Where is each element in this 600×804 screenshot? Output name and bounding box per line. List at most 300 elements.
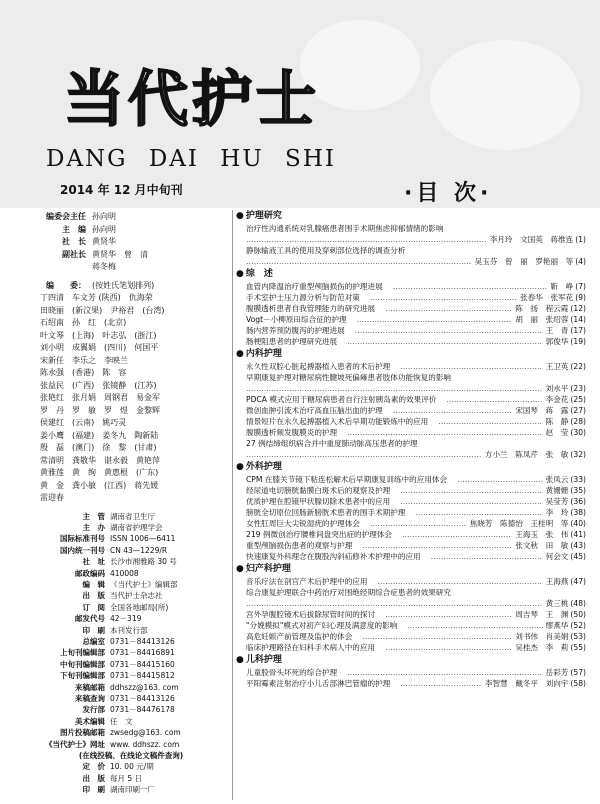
info-row (32, 568, 230, 579)
toc-entry[interactable] (236, 587, 586, 609)
info-value: CN 43—1229/R (110, 545, 168, 555)
dot-leader (347, 314, 513, 325)
toc-entry[interactable] (236, 474, 586, 485)
pricing-value: 每月 5 日 (110, 773, 143, 783)
toc-section-heading (236, 267, 586, 281)
entry-title: 儿童股骨头坏死的综合护理 (246, 668, 338, 677)
toc-entry[interactable] (236, 223, 586, 245)
committee-row: 陈永强 (香港) 陈 容 (40, 368, 127, 377)
committee-label: 编 委： (46, 280, 86, 290)
info-value: 《当代护士》编辑部 (110, 579, 178, 589)
entry-line (236, 518, 586, 529)
staff-value: 蒋冬梅 (92, 262, 116, 271)
info-label: 邮政编码 (75, 568, 105, 578)
info-label: 国内统一刊号 (60, 545, 105, 555)
toc-entry[interactable] (236, 529, 586, 540)
info-label: 来稿查询 (75, 694, 105, 703)
entry-authors: 黄三桃 (545, 599, 569, 608)
cover-header (0, 0, 600, 208)
entry-page: (53) (570, 632, 586, 641)
section-bullet-icon: ● (236, 211, 244, 221)
entry-authors: 周吉琴 王 渊 (515, 610, 569, 619)
entry-authors: 缪燕华 (545, 621, 569, 630)
entry-page: (17) (570, 326, 586, 335)
committee-row: 张艳红 张月娟 周钢君 易金军 (40, 393, 160, 402)
entry-line (236, 551, 586, 562)
info-value: 湖南省卫生厅 (110, 511, 155, 521)
dot-leader (375, 609, 512, 620)
entry-title: 肠梗阻患者的护理研究进展 (246, 337, 338, 346)
entry-authors: 刘水平 (545, 384, 569, 393)
toc-entry[interactable] (236, 551, 586, 562)
entry-page: (41) (570, 530, 586, 539)
dot-leader (390, 496, 542, 507)
info-value: zwsedg@163. com (110, 728, 181, 738)
entry-page: (19) (570, 337, 586, 346)
pricing-info (32, 761, 230, 795)
entry-line (236, 303, 586, 314)
toc-entry[interactable] (236, 485, 586, 496)
dot-leader (397, 620, 542, 631)
info-value: 0731－84476178 (110, 705, 175, 715)
committee-row: 侯建红 (云南) 姚巧灵 (40, 418, 127, 427)
toc-section-heading (236, 653, 586, 667)
staff-row (32, 236, 230, 249)
dot-leader (375, 642, 512, 653)
entry-page: (27) (570, 406, 586, 415)
info-label: 美术编辑 (75, 716, 105, 726)
committee-row: 黄 金 龚小敏 (江西) 蒋先媛 (40, 480, 159, 490)
toc-entry[interactable] (236, 372, 586, 394)
entry-line (236, 314, 586, 325)
toc-entry[interactable] (236, 620, 586, 631)
committee-members (32, 292, 230, 505)
section-title: 内科护理 (245, 349, 282, 359)
info-row (32, 682, 230, 693)
dot-leader (368, 576, 543, 587)
entry-title: 静脉输液工具的使用及穿刺部位选择的调查分析 (246, 246, 406, 255)
staff-label: 社 长 (62, 237, 86, 246)
info-row (32, 590, 230, 601)
entry-line (236, 474, 586, 485)
toc-entry[interactable] (236, 394, 586, 405)
dot-leader (360, 518, 467, 529)
section-title: 护理研究 (245, 211, 282, 221)
entry-line (236, 336, 586, 347)
entry-title: 平阳霉素注射治疗小儿舌部淋巴管瘤的护理 (246, 679, 391, 688)
committee-note: (按姓氏笔划排列) (92, 280, 155, 290)
committee-row: 丁四清 车文芳 (陕西) 仇海荣 (40, 293, 153, 302)
pricing-row (32, 784, 230, 795)
toc-entry[interactable] (236, 438, 586, 460)
entry-authors: 陈 静 (545, 417, 569, 426)
staff-label (32, 261, 92, 274)
entry-title: "分娩模拟"模式对初产妇心理及满意度的影响 (246, 621, 398, 630)
entry-title: 微创血肿引流术治疗高血压脑出血的护理 (246, 406, 383, 415)
entry-page: (28) (570, 417, 586, 426)
info-row (32, 693, 230, 704)
entry-page: (52) (570, 621, 586, 630)
entry-line (236, 642, 586, 653)
entry-title: 肠内营养预防腹泻的护理进展 (246, 326, 345, 335)
toc-entry[interactable] (236, 325, 586, 336)
staff-value: 孙向明 (92, 212, 116, 221)
entry-authors: 张凤云 (545, 475, 569, 484)
entry-page: (35) (570, 486, 586, 495)
info-row (32, 613, 230, 624)
entry-page: (55) (570, 643, 586, 652)
entry-title: 音乐疗法在剖宫产术后护理中的应用 (246, 577, 368, 586)
entry-line (236, 427, 586, 438)
info-label: 出 版 (82, 591, 105, 601)
info-label: 主 管 (82, 511, 105, 521)
info-row (32, 579, 230, 590)
toc-entry[interactable] (236, 518, 586, 529)
entry-page: (43) (570, 541, 586, 550)
entry-leader-line (236, 383, 586, 394)
dot-leader (383, 281, 548, 292)
staff-row (32, 261, 230, 274)
toc-entry[interactable] (236, 361, 586, 372)
entry-title: 综合康复护理联合中药治疗对围绝经期综合症患者的效果研究 (246, 588, 452, 597)
info-row (32, 511, 230, 522)
info-row (32, 704, 230, 715)
staff-row (32, 249, 230, 262)
entry-line (236, 609, 586, 620)
entry-authors: 吴桂杰 李 莉 (515, 643, 569, 652)
dot-leader (236, 256, 472, 267)
masthead-info-column (32, 211, 230, 796)
entry-title: 血管内降温治疗重型颅脑损伤的护理进展 (246, 282, 383, 291)
info-value: 任 文 (110, 716, 133, 726)
info-row (32, 545, 230, 556)
dot-leader (390, 485, 542, 496)
entry-page: (23) (570, 384, 586, 393)
entry-title: 快速康复外科理念在腹股沟斜疝修补术护理中的应用 (246, 552, 421, 561)
dot-leader (337, 427, 543, 438)
info-row (32, 602, 230, 613)
info-value: ISSN 1006—6411 (110, 534, 176, 544)
entry-authors: 郭俊华 (545, 337, 569, 346)
issue-date: 2014 年 12 月中旬刊 (60, 183, 183, 197)
pricing-value: 湖南印刷一厂 (110, 785, 155, 795)
toc-entry[interactable] (236, 642, 586, 653)
entry-title: 高危妊娠产前管理及监护的体会 (246, 632, 353, 641)
dot-leader (447, 474, 543, 485)
entry-authors: 张春华 张军花 (520, 293, 574, 302)
dot-leader (392, 529, 512, 540)
info-row (32, 522, 230, 533)
section-bullet-icon: ● (236, 564, 244, 574)
committee-row: 罗 丹 罗 敏 罗 煜 金黎辉 (40, 405, 160, 415)
section-bullet-icon: ● (236, 462, 244, 472)
section-title: 妇产科护理 (245, 564, 291, 574)
dot-leader (236, 449, 482, 460)
info-value: 0731－84413126 (110, 694, 175, 703)
dot-leader (375, 303, 512, 314)
info-label: 《当代护士》网址 (45, 739, 105, 749)
toc-section-heading (236, 562, 586, 576)
entry-page: (50) (570, 610, 586, 619)
info-value: 长沙市湘雅路 30 号 (110, 557, 177, 567)
journal-title-pinyin: DANG DAI HU SHI (46, 146, 336, 172)
entry-page: (1) (575, 235, 586, 244)
info-label: 邮发代号 (75, 614, 105, 624)
entry-line (236, 496, 586, 507)
section-bullet-icon: ● (236, 349, 244, 359)
entry-line (236, 405, 586, 416)
info-value: 0731－84413126 (110, 636, 175, 646)
entry-title: CPM 在膝关节镜下粘连松解术后早期康复训练中的应用体会 (246, 475, 448, 484)
entry-title: PDCA 模式应用于糖尿病患者自行注射胰岛素的效果评价 (246, 395, 437, 404)
toc-entry[interactable] (236, 540, 586, 551)
entry-authors: 李金花 (545, 395, 569, 404)
entry-leader-line (236, 256, 586, 267)
toc-entry[interactable] (236, 405, 586, 416)
entry-authors: 陈 扬 程云霞 (515, 304, 569, 313)
dot-leader (360, 292, 517, 303)
info-value: 410008 (110, 568, 139, 578)
committee-header (32, 280, 230, 293)
info-label: 发行部 (82, 705, 105, 715)
entry-authors: 李智慧 戴冬平 刘向宇 (484, 679, 569, 688)
entry-page: (45) (570, 552, 586, 561)
toc-entry[interactable] (236, 678, 586, 689)
entry-authors: 李月玲 文国英 蒋维连 (489, 235, 574, 244)
info-row (32, 659, 230, 670)
entry-line (236, 631, 586, 642)
entry-page: (32) (570, 450, 586, 459)
entry-authors: 李 玲 (545, 508, 569, 517)
committee-row: 刘小明 成翼娟 (四川) 何国平 (40, 343, 159, 352)
dot-leader (337, 336, 543, 347)
entry-leader-line (236, 449, 586, 460)
entry-page: (38) (570, 508, 586, 517)
entry-authors: 张文秋 田 敏 (515, 541, 569, 550)
info-value: 42－319 (110, 614, 142, 624)
entry-authors: 王海玉 张 伟 (515, 530, 569, 539)
entry-line (236, 667, 586, 678)
info-row (32, 739, 230, 750)
info-label: 主 办 (82, 522, 105, 532)
entry-line (236, 620, 586, 631)
staff-row (32, 211, 230, 224)
online-note: (在线投稿、在线论文稿件查询) (78, 751, 184, 761)
dot-leader (345, 325, 543, 336)
entry-title: 219 例微创治疗腰椎间盘突出症的护理体会 (246, 530, 392, 539)
entry-page: (30) (570, 428, 586, 437)
info-label: 图片投稿邮箱 (60, 728, 105, 738)
entry-title: 临床护理路径在妇科手术病人中的应用 (246, 643, 376, 652)
entry-authors: 黄姗姗 (545, 486, 569, 495)
entry-line (236, 281, 586, 292)
table-of-contents (236, 209, 586, 689)
entry-title: 优质护理在腔镜甲状腺切除术患者中的应用 (246, 497, 391, 506)
entry-line (236, 325, 586, 336)
entry-authors: 刘书伟 肖美娟 (515, 632, 569, 641)
column-divider (232, 210, 233, 800)
toc-section-heading (236, 347, 586, 361)
entry-line (236, 540, 586, 551)
entry-authors: 胡 丽 张绍蓉 (515, 315, 569, 324)
info-label: 国际标准刊号 (60, 534, 105, 544)
toc-entry[interactable] (236, 281, 586, 292)
dot-leader (390, 361, 542, 372)
info-value: 当代护士杂志社 (110, 591, 163, 601)
entry-authors: 赵 莹 (545, 428, 569, 437)
entry-authors: 吴玉芬 曾 丽 罗艳丽 等 (474, 257, 574, 266)
toc-entry[interactable] (236, 576, 586, 587)
dot-leader (236, 234, 487, 245)
info-label: 印 刷 (82, 625, 105, 635)
entry-line (236, 678, 586, 689)
toc-entry[interactable] (236, 245, 586, 267)
committee-row: 殷 磊 (澳门) 徐 黎 (甘肃) (40, 443, 157, 452)
dot-leader (236, 383, 543, 394)
info-row (32, 625, 230, 636)
toc-entry[interactable] (236, 609, 586, 620)
info-label: 总编室 (82, 636, 105, 646)
entry-page: (33) (570, 475, 586, 484)
toc-entry[interactable] (236, 303, 586, 314)
dot-leader (390, 678, 482, 689)
dot-leader (352, 540, 512, 551)
entry-authors: 焦晓芳 陈德怡 王桂明 等 (469, 519, 569, 528)
background-decoration (430, 40, 580, 150)
entry-page: (12) (570, 304, 586, 313)
info-label: 上旬刊编辑部 (60, 648, 105, 658)
info-row (32, 533, 230, 544)
committee-row: 田晓丽 (新汶果) 尹裕君 (台湾) (40, 305, 165, 315)
toc-entry[interactable] (236, 667, 586, 678)
staff-value: 孙向明 (92, 224, 116, 234)
toc-entry[interactable] (236, 416, 586, 427)
entry-title: 女性肛周巨大尖锐湿疣的护理体会 (246, 519, 360, 528)
pricing-label: 印 刷 (82, 785, 105, 795)
dot-leader (421, 551, 543, 562)
entry-page: (48) (570, 599, 586, 608)
pricing-value: 10. 00 元/期 (110, 762, 154, 772)
entry-title: 重型颅脑损伤患者的观察与护理 (246, 541, 353, 550)
committee-row: 黄雅莲 黄 绚 黄惠根 (广东) (40, 468, 159, 477)
entry-authors: 岳彩芳 (545, 668, 569, 677)
section-title: 儿科护理 (245, 655, 282, 665)
toc-entry[interactable] (236, 292, 586, 303)
entry-title: 膀胱全切原位回肠新膀胱术患者的围手术期护理 (246, 508, 406, 517)
entry-line (236, 361, 586, 372)
staff-label: 主 编 (62, 224, 86, 234)
toc-entry[interactable] (236, 314, 586, 325)
info-row (32, 727, 230, 738)
dot-leader (337, 667, 543, 678)
info-row (32, 647, 230, 658)
entry-authors: 靳 峥 (550, 282, 574, 291)
entry-leader-line (236, 234, 586, 245)
entry-title: 早期康复护理对糖尿病性腱坡死偏瘫患者肢体功能恢复的影响 (246, 373, 452, 382)
info-row (32, 556, 230, 567)
committee-row: 常清明 龚敬华 谌永毅 黄艳萍 (40, 455, 160, 465)
info-label: 社 址 (82, 557, 105, 567)
entry-page: (22) (570, 362, 586, 371)
entry-authors: 方小兰 陈凤芹 张 敏 (484, 450, 569, 459)
committee-row: 宋新任 李乐之 李映兰 (40, 355, 128, 365)
info-label: 中旬刊编辑部 (60, 659, 105, 669)
section-bullet-icon: ● (236, 655, 244, 665)
committee-row: 雷迎春 (40, 493, 64, 502)
pricing-row (32, 773, 230, 784)
toc-entry[interactable] (236, 507, 586, 518)
pricing-label: 出 版 (82, 773, 105, 783)
entry-title: 宫外孕腹腔镜术后拔除尿管时间的探讨 (246, 610, 376, 619)
section-bullet-icon: ● (236, 269, 244, 279)
entry-line (236, 485, 586, 496)
entry-title: 27 例结缔组织病合并中重度肺动脉高压患者的护理 (246, 439, 418, 448)
entry-page: (7) (575, 282, 586, 291)
toc-entry[interactable] (236, 427, 586, 438)
section-title: 综 述 (245, 269, 273, 279)
info-value: 全国各地邮局(所) (110, 602, 169, 612)
info-label: 来稿邮箱 (75, 682, 105, 692)
entry-page: (57) (570, 668, 586, 677)
journal-title: 当代护士 (64, 65, 320, 135)
staff-value: 黄贤华 (92, 237, 116, 246)
staff-list (32, 211, 230, 274)
info-row (32, 636, 230, 647)
staff-label: 副社长 (62, 249, 86, 259)
entry-page: (58) (570, 679, 586, 688)
entry-authors: 王 青 (545, 326, 569, 335)
dot-leader (236, 598, 543, 609)
entry-authors: 吴莹芳 (545, 497, 569, 506)
contents-heading: ·目 次· (404, 181, 493, 206)
entry-page: (40) (570, 519, 586, 528)
toc-entry[interactable] (236, 631, 586, 642)
dot-leader (405, 507, 542, 518)
entry-page: (47) (570, 577, 586, 586)
entry-line (236, 292, 586, 303)
pricing-row (32, 761, 230, 772)
dot-leader (428, 416, 542, 427)
info-value: 0731－84415812 (110, 671, 175, 681)
committee-row: 张益民 (广西) 张镜静 (江苏) (40, 380, 157, 390)
dot-leader (352, 631, 512, 642)
info-row (32, 670, 230, 681)
entry-authors: 宋国琴 蒋 露 (515, 406, 569, 415)
entry-authors: 王海燕 (545, 577, 569, 586)
toc-entry[interactable] (236, 336, 586, 347)
entry-page: (25) (570, 395, 586, 404)
toc-section-heading (236, 209, 586, 223)
toc-section-heading (236, 460, 586, 474)
entry-authors: 王卫英 (545, 362, 569, 371)
committee-row: 姜小鹰 (福建) 姜冬九 陶新陆 (40, 430, 159, 440)
info-row (32, 716, 230, 727)
entry-title: 情景短片在永久起搏器植入术后早期功能锻炼中的应用 (246, 417, 429, 426)
pricing-label: 定 价 (82, 762, 105, 772)
staff-row (32, 224, 230, 237)
entry-page: (4) (575, 257, 586, 266)
entry-page: (14) (570, 315, 586, 324)
committee-row: 叶文琴 (上海) 叶志弘 (浙江) (40, 330, 157, 340)
entry-title: 治疗性沟通系统对乳腺癌患者围手术期焦虑抑郁情绪的影响 (246, 224, 444, 233)
info-value: 本刊发行部 (110, 625, 148, 635)
staff-value: 黄贤华 曾 清 (92, 249, 148, 259)
info-value: ddhszz@163. com (110, 682, 179, 692)
toc-entry[interactable] (236, 496, 586, 507)
entry-line (236, 507, 586, 518)
dot-leader (436, 394, 542, 405)
dot-leader (383, 405, 513, 416)
